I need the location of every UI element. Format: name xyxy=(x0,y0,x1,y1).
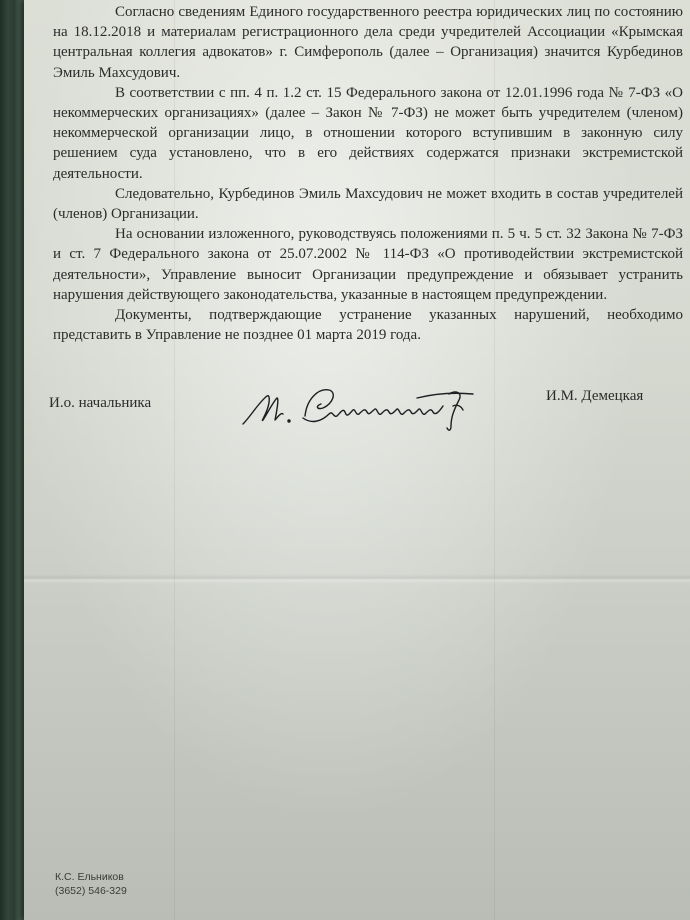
signatory-position: И.о. начальника xyxy=(49,395,152,411)
document-page xyxy=(24,0,690,920)
signatory-name: И.М. Демецкая xyxy=(546,388,644,404)
paragraph-2: В соответствии с пп. 4 п. 1.2 ст. 15 Федерального закона от 12.01.1996 года № 7-ФЗ «О некоммерческих организациях» (далее – Закон № 7-ФЗ) не может быть учредителем (членом) некоммерческой организации лицо, в отношении которого вступившим в законную силу решением суда установлено, что в его действиях содержатся признаки экстремистской деятельности. xyxy=(53,84,683,182)
handwritten-signature xyxy=(237,376,487,436)
executor-footer xyxy=(55,870,127,898)
paper-fold xyxy=(24,574,690,584)
executor-name: К.С. Ельников xyxy=(55,871,124,883)
letter-body xyxy=(53,2,683,345)
signature-block xyxy=(24,384,690,444)
paragraph-3: Следовательно, Курбединов Эмиль Махсудович не может входить в состав учредителей (членов) Организации. xyxy=(53,185,683,223)
executor-phone: (3652) 546-329 xyxy=(55,885,127,897)
paragraph-5: Документы, подтверждающие устранение указанных нарушений, необходимо представить в Управление не позднее 01 марта 2019 года. xyxy=(53,307,683,344)
paragraph-4: На основании изложенного, руководствуясь положениями п. 5 ч. 5 ст. 32 Закона № 7-ФЗ и ст. 7 Федерального закона от 25.07.2002 № 114-ФЗ «О противодействии экстремистской деятельности», Управление выносит Организации предупреждение и обязывает устранить нарушения действующего законодательства, указанные в настоящем предупреждении. xyxy=(53,226,683,303)
paragraph-1: Согласно сведениям Единого государственного реестра юридических лиц по состоянию на 18.12.2018 и материалам регистрационного дела среди учредителей Ассоциации «Крымская центральная коллегия адвокатов» г. Симферополь (далее – Организация) значится Курбединов Эмиль Махсудович. xyxy=(53,4,683,81)
